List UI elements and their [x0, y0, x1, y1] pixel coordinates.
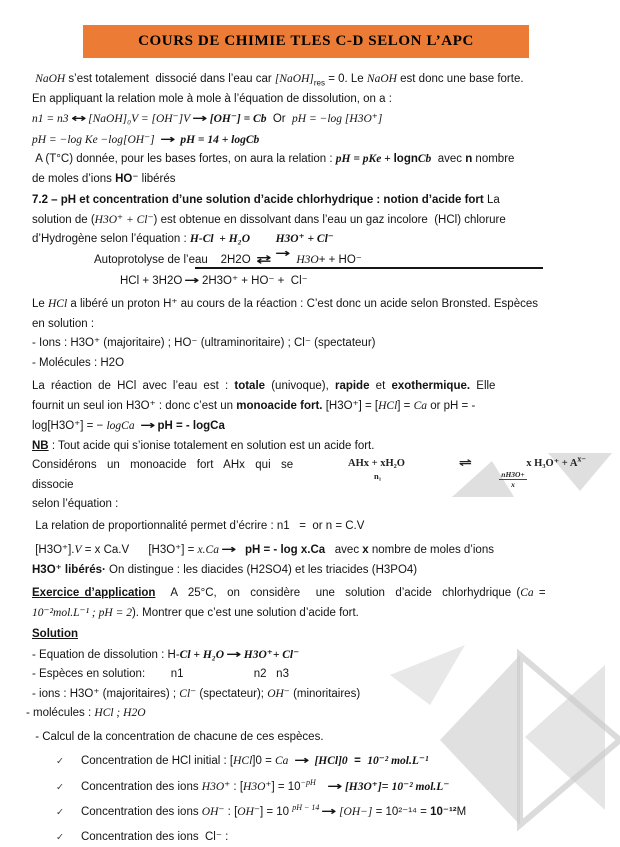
- text-run: Cl⁻: [179, 688, 196, 700]
- text-run: pH = - log x.Ca: [245, 544, 325, 556]
- text-run: ·: [102, 564, 106, 576]
- text-run: Cb: [418, 153, 431, 165]
- text-run: HCl: [378, 400, 397, 412]
- text-run: Concentration des ions: [81, 806, 202, 818]
- text-run: x.Ca: [198, 544, 219, 556]
- arrow-icon: →: [221, 540, 236, 560]
- ahx-right-superscript: x−: [577, 455, 586, 464]
- eq-n1-n3: [32, 109, 586, 130]
- text-run: fournit un seul ion H3O⁺ : donc c’est un: [32, 400, 236, 412]
- p-relation-mole: [32, 90, 586, 110]
- text-run: x: [362, 544, 368, 556]
- li-molecules-2: [26, 704, 586, 724]
- text-run: HCl: [48, 298, 67, 310]
- p-proportionnalite: [32, 517, 586, 537]
- text-run: res: [314, 78, 325, 87]
- text-run: pH = 14 + logCb: [180, 134, 259, 146]
- text-run: A 25°C, on considère une solution d’acide chlorhydrique (: [155, 587, 520, 599]
- document-body: [0, 68, 612, 847]
- text-run: pH = pKe +: [336, 153, 394, 165]
- text-run: : [: [230, 781, 243, 793]
- text-run: [OH⁻] = Cb: [210, 113, 267, 125]
- text-run: logCa: [106, 420, 134, 432]
- text-run: La réaction de HCl avec l’eau est :: [32, 380, 234, 392]
- arrow-icon: ↔: [71, 109, 86, 129]
- text-run: 2H2O: [208, 254, 254, 266]
- text-run: - Molécules : H2O: [32, 357, 124, 369]
- text-run: En appliquant la relation mole à mole à l’équation de dissolution, on a :: [32, 93, 392, 105]
- li-equation-dissolution: [32, 645, 586, 666]
- text-run: 10⁻² mol.L⁻¹: [367, 755, 428, 767]
- text-run: ] =: [397, 400, 413, 412]
- text-run: pH = - logCa: [157, 420, 224, 432]
- text-run: Or: [266, 113, 292, 125]
- text-run: [288, 755, 291, 767]
- text-run: rapide: [335, 380, 370, 392]
- li-molecules: [32, 354, 586, 374]
- text-run: [HCl]0: [314, 755, 347, 767]
- text-run: n: [411, 153, 418, 165]
- text-run: OH⁻: [267, 688, 290, 700]
- text-run: [OH−]: [339, 806, 372, 818]
- text-run: HCl: [233, 755, 252, 767]
- p-selon-equation: [32, 495, 586, 515]
- text-run: ] = 10: [260, 806, 292, 818]
- text-run: OH⁻: [237, 806, 260, 818]
- ahx-right-main: x H₃O⁺ + A: [526, 458, 577, 469]
- text-run: Considérons un monoacide fort AHx qui se dissocie: [32, 459, 304, 491]
- arrow-icon: →: [160, 130, 175, 150]
- text-run: ] = 10: [271, 781, 300, 793]
- text-run: =: [348, 755, 368, 767]
- text-run: - molécules :: [26, 707, 94, 719]
- p-exercice: [32, 584, 586, 604]
- p-bases-fortes: [32, 150, 586, 170]
- li-conc-cl: [32, 828, 586, 847]
- p-naoh-dissocie: [32, 70, 586, 90]
- text-run: Concentration des ions: [81, 781, 202, 793]
- text-run: A (T°C) donnée, pour les bases fortes, on aura la relation :: [32, 153, 336, 165]
- text-run: H3O⁺+ Cl⁻: [244, 649, 299, 661]
- arrow-icon: →: [140, 416, 155, 436]
- ahx-equation-block: [348, 457, 586, 489]
- text-run: d’Hydrogène selon l’équation :: [32, 233, 190, 245]
- text-run: totale: [234, 380, 265, 392]
- text-run: Elle: [470, 380, 495, 392]
- text-run: monoacide fort.: [236, 400, 322, 412]
- text-run: est donc une base: [397, 73, 497, 85]
- text-run: OH⁻: [202, 806, 225, 818]
- text-run: - Espèces en solution: n1 n2 n3: [32, 668, 289, 680]
- text-run: (spectateur);: [196, 688, 267, 700]
- eq-ph-logca: [32, 416, 586, 437]
- p-reaction-totale: [32, 377, 586, 397]
- li-conc-hcl: [32, 751, 586, 772]
- ahx-n1-label: n₁: [374, 470, 381, 489]
- text-run: pH = −log Ke −log[OH⁻]: [32, 134, 158, 146]
- text-run: : Tout acide qui s’ionise totalement en solution est un acide fort.: [49, 440, 375, 452]
- text-run: Concentration des ions Cl⁻ :: [81, 831, 228, 843]
- arrow-icon: →: [184, 271, 199, 291]
- text-run: - Equation de dissolution : H-: [32, 649, 180, 661]
- text-run: pH − 14: [292, 803, 319, 812]
- text-run: Ca: [520, 587, 533, 599]
- text-run: exothermique.: [391, 380, 470, 392]
- text-run: Ca: [275, 755, 288, 767]
- text-run: [H3O⁺]: [345, 781, 382, 793]
- text-run: NaOH: [35, 73, 65, 85]
- text-run: =: [417, 806, 430, 818]
- document-page: [0, 25, 612, 817]
- text-run: ]0 =: [252, 755, 275, 767]
- text-run: HO⁻: [115, 173, 138, 185]
- eq-ph-logxca: [32, 540, 586, 561]
- text-run: NB: [32, 440, 49, 452]
- text-run: 10⁻²mol.L⁻¹ ; pH = 2: [32, 607, 132, 619]
- text-run: HCl ; H2O: [94, 707, 145, 719]
- text-run: Le: [32, 298, 48, 310]
- text-run: [135, 420, 138, 432]
- eq-hcl-eau: [32, 230, 586, 250]
- text-run: =: [534, 587, 546, 599]
- text-run: [NaOH]₀V = [OH⁻]V: [88, 113, 190, 125]
- ahx-fraction-denominator: x: [511, 480, 515, 489]
- arrow-icon: →: [276, 244, 291, 264]
- text-run: pH = −log [H3O⁺]: [292, 113, 382, 125]
- text-run: s’est totalement dissocié dans l’eau car: [65, 73, 275, 85]
- li-ions-2: [32, 685, 586, 705]
- text-run: [H3O⁺] = [: [323, 400, 379, 412]
- text-run: = 0. Le: [325, 73, 367, 85]
- text-run: n: [465, 153, 472, 165]
- check-icon: ✓: [56, 782, 64, 793]
- text-run: Cl + H₂O: [180, 649, 224, 661]
- p-solution-titre: [32, 625, 586, 645]
- text-run: H3O⁺ + Cl⁻: [95, 214, 154, 226]
- text-run: de moles d’ions: [32, 173, 115, 185]
- text-run: La: [487, 194, 500, 206]
- text-run: or pH = -: [427, 400, 475, 412]
- equilibrium-arrow-icon: ⇄: [256, 250, 271, 270]
- text-run: ) est obtenue en dissolvant dans l’eau un gaz incolore (HCl) chlorure: [154, 214, 506, 226]
- text-run: 2H3O⁺ + HO⁻ + Cl⁻: [202, 275, 308, 287]
- text-run: : [: [224, 806, 237, 818]
- text-run: [NaOH]: [275, 73, 314, 85]
- text-run: 10⁻¹²: [430, 806, 457, 818]
- ahx-left-member: AHx + xH₂O: [348, 457, 405, 470]
- text-run: solution de (: [32, 214, 95, 226]
- text-run: (minoritaires): [290, 688, 360, 700]
- text-run: - ions : H3O⁺ (majoritaires) ;: [32, 688, 179, 700]
- text-run: [316, 781, 326, 793]
- check-icon: ✓: [56, 756, 64, 767]
- p-h3o-liberes: [32, 561, 586, 581]
- ahx-fraction-numerator: nH3O+: [499, 470, 526, 480]
- ahx-fraction: [499, 470, 526, 489]
- text-run: nombre: [472, 153, 514, 165]
- course-banner: [83, 25, 529, 58]
- text-run: H3O⁺: [202, 781, 230, 793]
- arrow-icon: →: [294, 751, 309, 771]
- text-run: mol.L⁻: [413, 781, 450, 793]
- p-solution-hcl: [32, 211, 586, 231]
- li-especes: [32, 665, 586, 685]
- text-run: ²⁻¹⁴: [398, 806, 417, 818]
- p-monoacide: [32, 397, 586, 417]
- text-run: log: [394, 153, 411, 165]
- text-run: NaOH: [367, 73, 397, 85]
- eq-ph-ke: [32, 130, 586, 151]
- text-run: ). Montrer que c’est une solution d’acide fort.: [132, 607, 359, 619]
- text-run: n1 = n3: [32, 113, 69, 125]
- text-run: Ca: [414, 400, 427, 412]
- text-run: avec: [325, 544, 362, 556]
- ahx-right-member: [526, 457, 586, 470]
- text-run: = 10: [372, 806, 398, 818]
- text-run: et: [369, 380, 391, 392]
- text-run: HCl + 3H2O: [120, 275, 182, 287]
- text-run: 10⁻²: [392, 781, 413, 793]
- text-run: en solution :: [32, 318, 94, 330]
- text-run: La relation de proportionnalité permet d’écrire : n1 = or n = C.V: [32, 520, 364, 532]
- text-run: Exercice d’application: [32, 587, 155, 599]
- text-run: nombre de moles d’ions: [369, 544, 494, 556]
- check-icon: ✓: [56, 832, 64, 843]
- li-conc-oh: [32, 802, 586, 823]
- text-run: H3O: [296, 254, 318, 266]
- text-run: H3O⁺ + Cl⁻: [276, 233, 334, 245]
- li-conc-h3o: [32, 777, 586, 798]
- p-hcl-proton: [32, 295, 586, 315]
- text-run: log[H3O⁺] = −: [32, 420, 106, 432]
- p-en-solution: [32, 315, 586, 335]
- check-icon: ✓: [56, 807, 64, 818]
- text-run: libérés: [138, 173, 175, 185]
- arrow-icon: →: [322, 802, 337, 822]
- li-ions: [32, 334, 586, 354]
- text-run: H3O⁺: [243, 781, 271, 793]
- text-run: −pH: [301, 778, 316, 787]
- text-run: [250, 233, 276, 245]
- course-banner-title: COURS DE CHIMIE TLES C-D SELON L’APC: [138, 33, 474, 50]
- text-run: forte.: [497, 73, 523, 85]
- equilibrium-arrow-icon: ⇌: [459, 457, 472, 470]
- p-exercice-2: [32, 604, 586, 624]
- text-run: H-Cl + H₂O: [190, 233, 250, 245]
- eq-bilan: [32, 271, 586, 292]
- text-run: - Ions : H3O⁺ (majoritaire) ; HO⁻ (ultraminoritaire) ; Cl⁻ (spectateur): [32, 337, 375, 349]
- text-run: V: [75, 544, 82, 556]
- text-run: 7.2 – pH et concentration d’une solution d’acide chlorhydrique : notion d’acide fort: [32, 194, 487, 206]
- text-run: - Calcul de la concentration de chacune de ces espèces.: [32, 731, 324, 743]
- text-run: Concentration de HCl initial : [: [81, 755, 233, 767]
- li-calcul: [32, 728, 586, 748]
- p-bases-fortes-2: [32, 170, 586, 190]
- text-run: =: [382, 781, 392, 793]
- text-run: + + HO⁻: [319, 254, 362, 266]
- arrow-icon: →: [327, 777, 342, 797]
- text-run: avec: [431, 153, 465, 165]
- arrow-icon: →: [192, 109, 207, 129]
- text-run: On distingue : les diacides (H2SO4) et les triacides (H3PO4): [106, 564, 417, 576]
- text-run: Autoprotolyse de l’eau: [94, 254, 208, 266]
- text-run: (univoque),: [265, 380, 335, 392]
- text-run: [H3O⁺].: [32, 544, 75, 556]
- text-run: M: [457, 806, 467, 818]
- text-run: selon l’équation :: [32, 498, 118, 510]
- text-run: a libéré un proton H⁺ au cours de la réaction : C’est donc un acide selon Bronsted. Espèces: [67, 298, 538, 310]
- text-run: Solution: [32, 628, 78, 640]
- arrow-icon: →: [226, 645, 241, 665]
- text-run: H3O⁺ libérés: [32, 564, 102, 576]
- text-run: = x Ca.V [H3O⁺] =: [82, 544, 198, 556]
- section-heading-7-2: [32, 191, 586, 211]
